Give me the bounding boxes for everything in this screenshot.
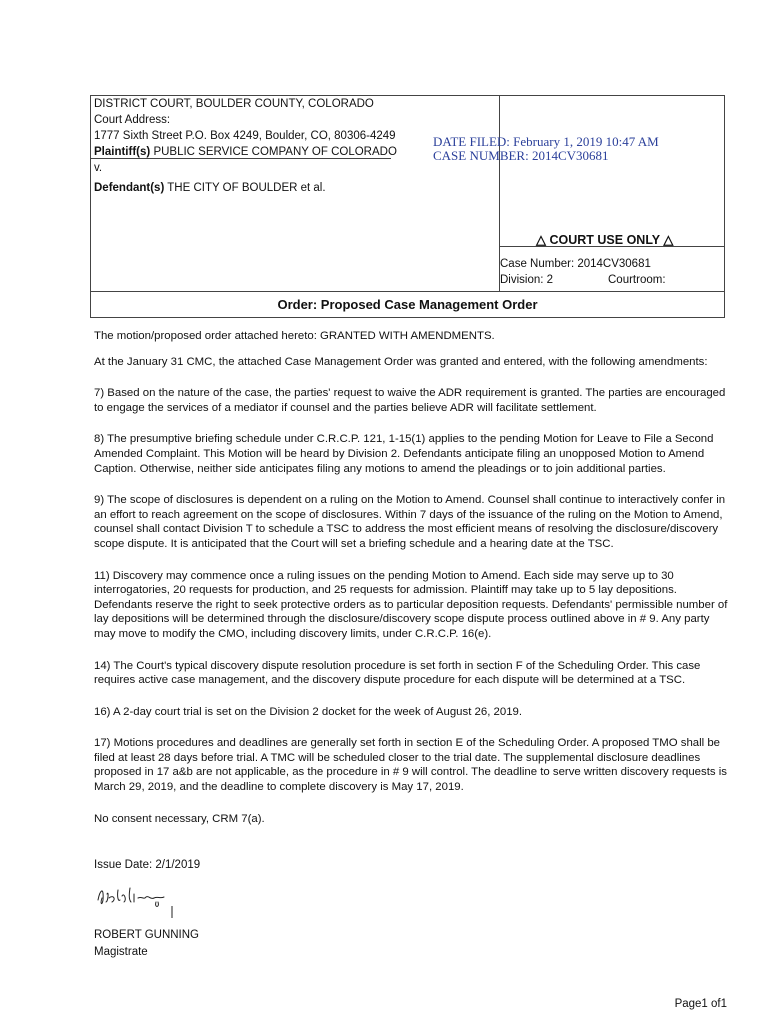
paragraph: 9) The scope of disclosures is dependent on a ruling on the Motion to Amend. Counsel shall continue to interactively confer in an effort to reach agreement on the scope of disclosures. Within 7 days of the issuance of the ruling on the Motion to Amend, counsel shall contact Division T to schedule a TSC to address the most efficient means of resolving the disclosure/discovery scope dispute. It is anticipated that the Court will set a briefing schedule and a hearing date at the TSC. bbox=[94, 494, 726, 550]
defendant-label: Defendant(s) bbox=[94, 182, 165, 194]
filing-stamp bbox=[433, 135, 659, 163]
court-use-title: COURT USE ONLY bbox=[549, 233, 660, 247]
paragraph: 11) Discovery may commence once a ruling issues on the pending Motion to Amend. Each side may serve up to 30 interrogatories, 20 requests for production, and 25 requests for admission. Plaintiff may take up to 5 lay depositions. Defendants reserve the right to seek protective orders as to particular deposition requests. Defendants' permissible number of lay depositions will be determined through the disclosure/discovery scope dispute process outlined above in # 9. Any party may move to modify the CMO, including discovery limits, under C.R.C.P. 16(e). bbox=[94, 569, 728, 640]
court-use-heading bbox=[536, 232, 673, 248]
handwritten-signature bbox=[94, 880, 174, 922]
issue-date: Issue Date: 2/1/2019 bbox=[94, 859, 201, 871]
page-number: Page1 of1 bbox=[674, 998, 727, 1010]
signature bbox=[94, 880, 174, 927]
paragraph: At the January 31 CMC, the attached Case Management Order was granted and entered, with the following amendments: bbox=[94, 355, 708, 368]
signer-name: ROBERT GUNNING bbox=[94, 929, 200, 941]
paragraph: 7) Based on the nature of the case, the parties' request to waive the ADR requirement is granted. The parties are encouraged to engage the services of a mediator if counsel and the parties believe ADR will facilitate settlement. bbox=[94, 387, 726, 414]
signer-title: Magistrate bbox=[94, 946, 148, 958]
plaintiff-label: Plaintiff(s) bbox=[94, 146, 151, 158]
paragraph: 16) A 2-day court trial is set on the Division 2 docket for the week of August 26, 2019. bbox=[94, 705, 523, 718]
court-name: DISTRICT COURT, BOULDER COUNTY, COLORADO bbox=[94, 98, 374, 110]
paragraph: 17) Motions procedures and deadlines are generally set forth in section E of the Scheduling Order. A proposed TMO shall be filed at least 28 days before trial. A TMC will be scheduled closer to the trial date. The supplemental disclosure deadlines proposed in 17 a&b are not applicable, as the procedure in # 9 will control. The deadline to serve written discovery requests is March 29, 2019, and the deadline to complete discovery is May 17, 2019. bbox=[94, 737, 727, 794]
paragraph: 14) The Court's typical discovery dispute resolution procedure is set forth in section F of the Scheduling Order. This case requires active case management, and the discovery dispute procedure for each dispute will be determined at a TSC. bbox=[94, 659, 701, 687]
caption-parties bbox=[91, 96, 500, 291]
paragraph: The motion/proposed order attached hereto: GRANTED WITH AMENDMENTS. bbox=[94, 330, 495, 342]
order-title: Order: Proposed Case Management Order bbox=[91, 291, 724, 318]
paragraph: 8) The presumptive briefing schedule under C.R.C.P. 121, 1-15(1) applies to the pending Motion for Leave to File a Second Amended Complaint. This Motion will be heard by Division 2. Defendants anticipate filing an unopposed Motion to Amend Caption. Otherwise, neither side anticipates filing any motions to amend the pleadings or to join additional parties. bbox=[94, 433, 714, 475]
paragraph: No consent necessary, CRM 7(a). bbox=[94, 812, 265, 825]
court-address: 1777 Sixth Street P.O. Box 4249, Boulder, CO, 80306-4249 bbox=[94, 130, 396, 142]
versus: v. bbox=[94, 162, 103, 174]
defendant-line bbox=[94, 180, 397, 196]
warning-triangle-icon: △ bbox=[536, 232, 546, 247]
court-address-label: Court Address: bbox=[94, 114, 171, 126]
defendant-name: THE CITY OF BOULDER et al. bbox=[167, 182, 326, 194]
order-body bbox=[94, 329, 734, 826]
date-filed: DATE FILED: February 1, 2019 10:47 AM bbox=[433, 134, 659, 149]
division: Division: 2 bbox=[500, 274, 554, 286]
warning-triangle-icon: △ bbox=[663, 232, 674, 247]
plaintiff-name: PUBLIC SERVICE COMPANY OF COLORADO bbox=[153, 146, 397, 158]
case-number: Case Number: 2014CV30681 bbox=[500, 258, 651, 270]
stamp-case-number: CASE NUMBER: 2014CV30681 bbox=[433, 148, 609, 163]
courtroom: Courtroom: bbox=[608, 274, 666, 286]
divider bbox=[91, 158, 391, 159]
